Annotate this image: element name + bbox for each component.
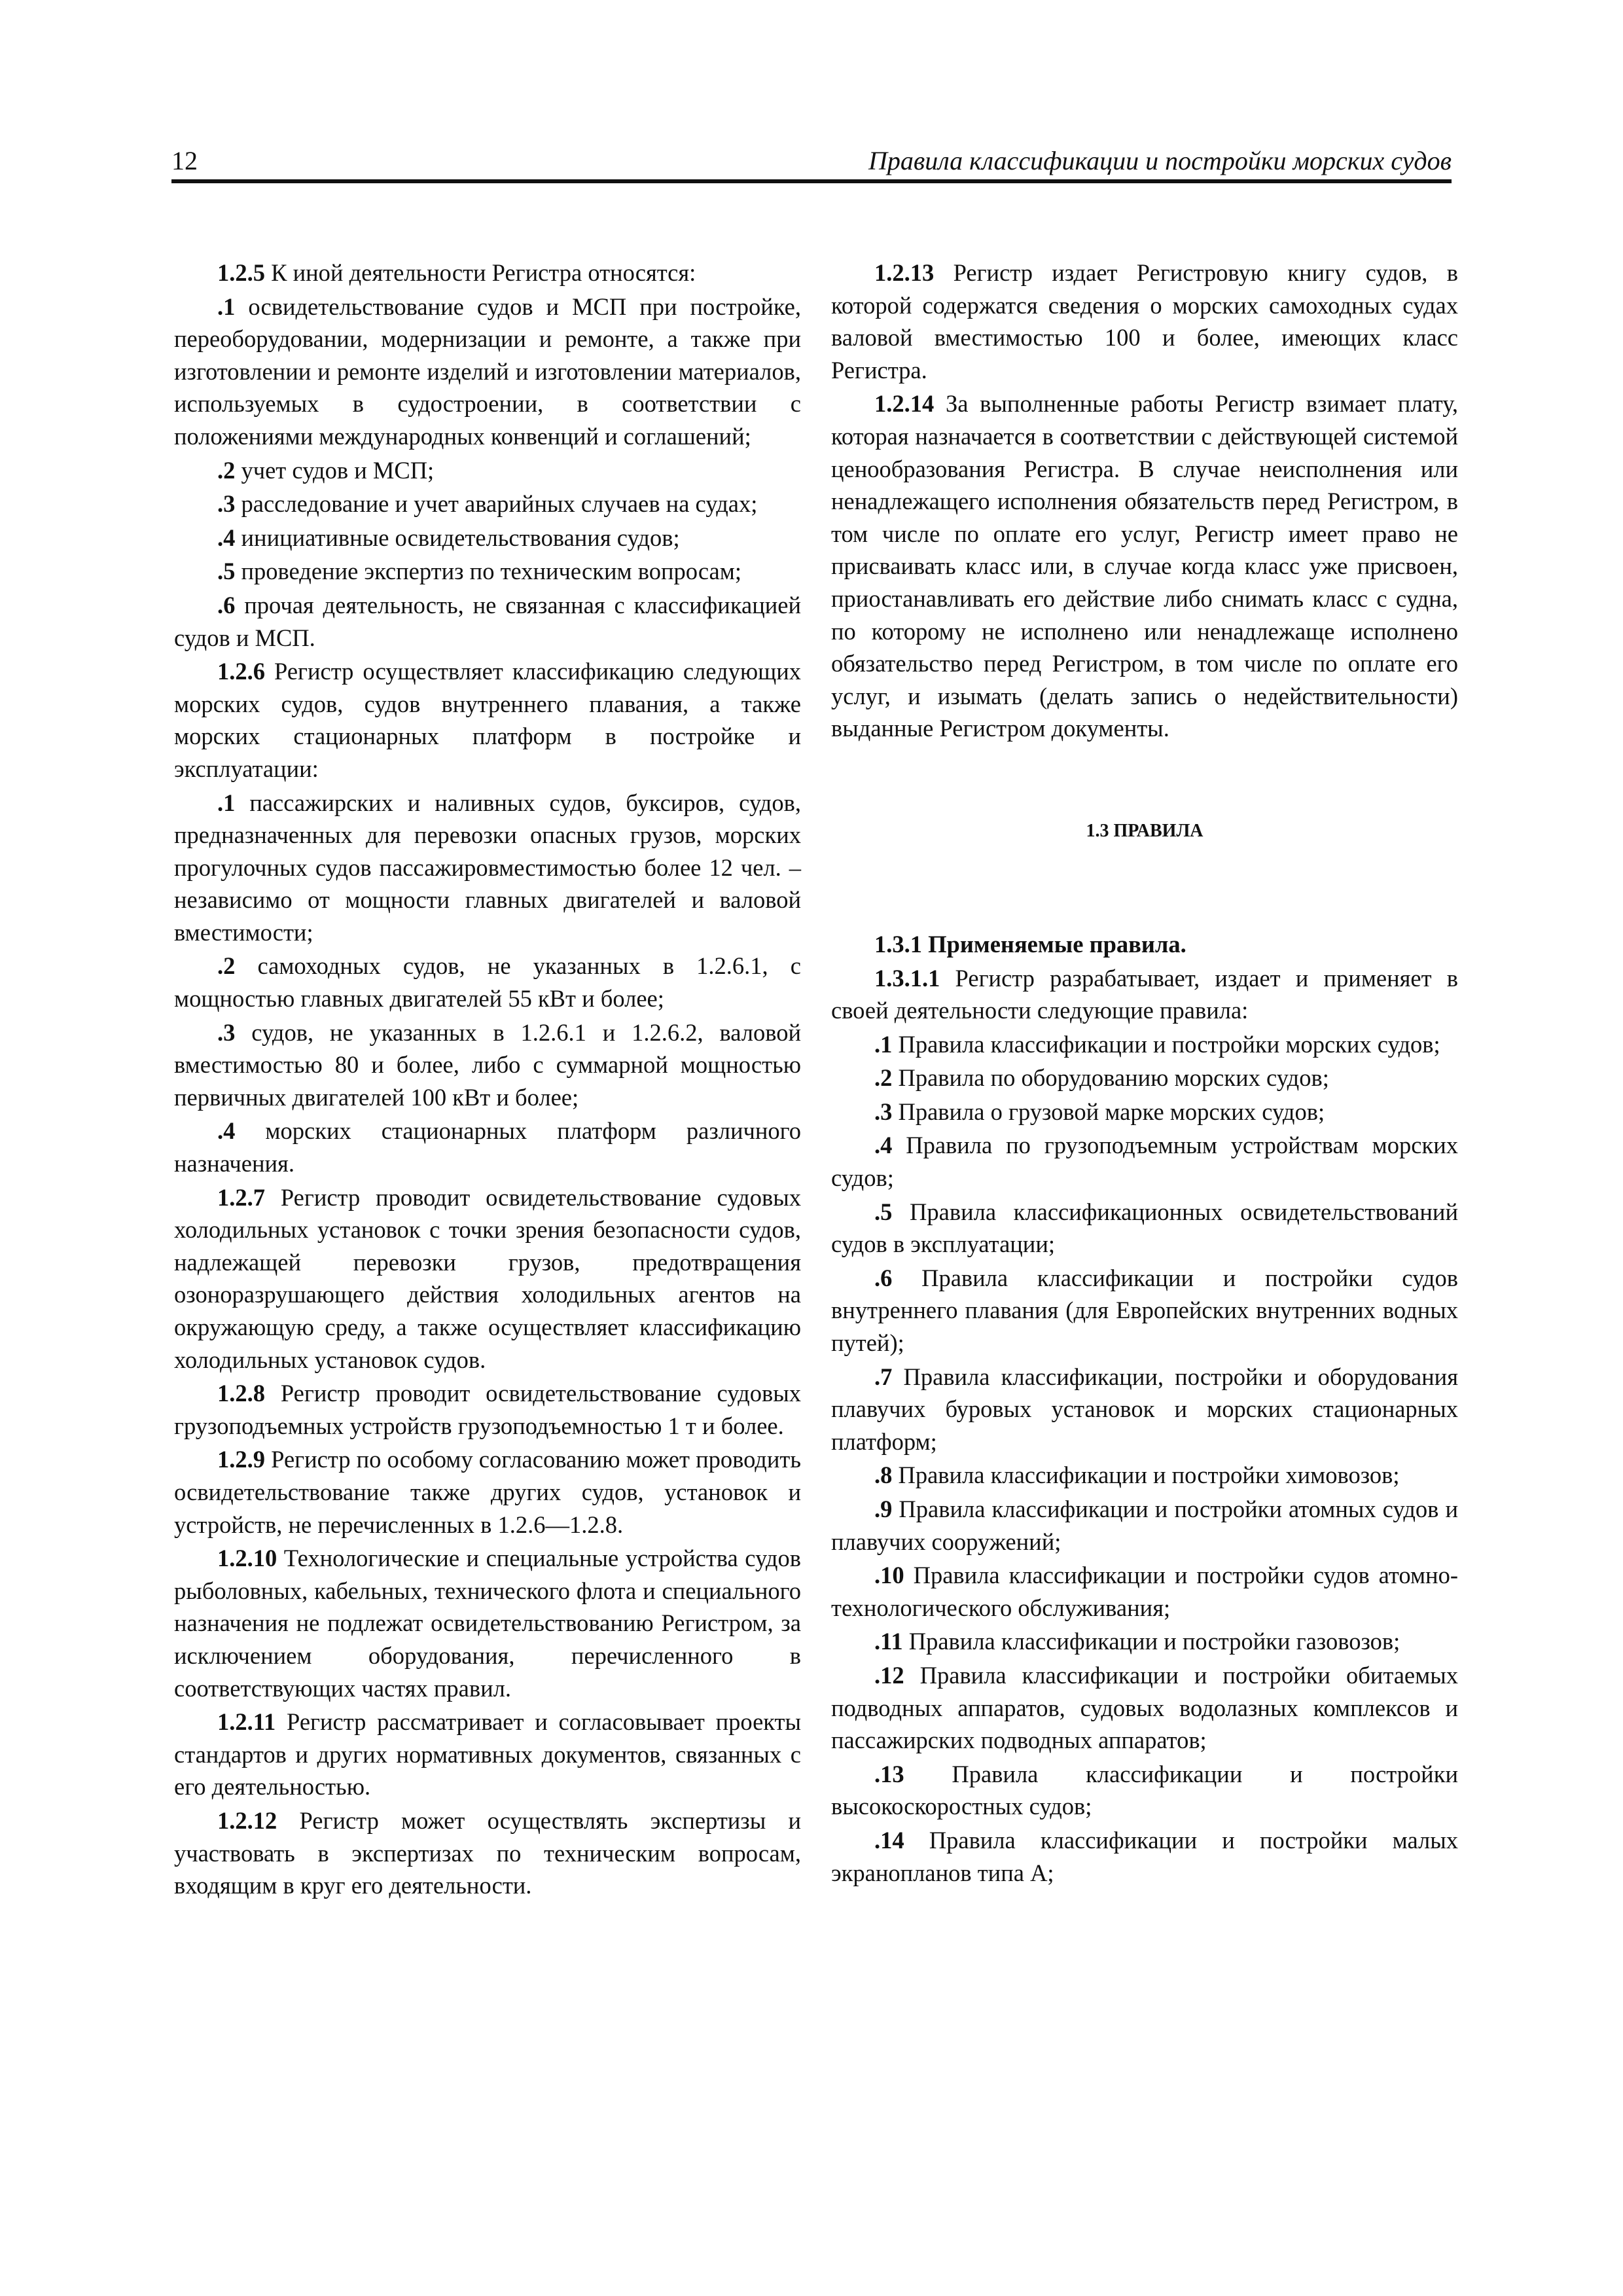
section-heading: 1.3 ПРАВИЛА [1086, 820, 1204, 841]
list-item: .2 Правила по оборудованию морских судов; [874, 1064, 1329, 1092]
paragraph: .1 освидетельствование судов и МСП при постройке, переоборудовании, модернизации и ремонте, а также при изготовлении и ремонте изделий и изготовлении материалов, используемых в судостроении, в соответствии с положениями международных конвенций и соглашений; [174, 293, 801, 450]
paragraph: 1.2.7 Регистр проводит освидетельствование судовых холодильных установок с точки зрения безопасности судов, надлежащей перевозки грузов, предотвращения озоноразрушающего действия холодильных агентов на окружающую среду, а также осуществляет классификацию холодильных установок судов. [174, 1183, 801, 1373]
paragraph: 1.2.9 Регистр по особому согласованию может проводить освидетельствование также других судов, установок и устройств, не перечисленных в 1.2.6—1.2.8. [174, 1446, 801, 1538]
paragraph: .3 расследование и учет аварийных случаев на судах; [217, 490, 758, 518]
paragraph: 1.2.14 За выполненные работы Регистр взимает плату, которая назначается в соответствии с действующей системой ценообразования Регистра. В случае неисполнения или ненадлежащего исполнения обязательств перед Регистром, в том числе по оплате его услуг, Регистр имеет право не присваивать класс или, в случае когда класс уже присвоен, приостанавливать его действие либо снимать класс с судна, по которому не исполнено или ненадлежаще исполнено обязательство перед Регистром, в том числе по оплате его услуг, и изымать (делать запись о недействительности) выданные Регистром документы. [831, 390, 1458, 742]
subsection-heading: 1.3.1 Применяемые правила. [874, 930, 1186, 958]
paragraph: .2 самоходных судов, не указанных в 1.2.6.1, с мощностью главных двигателей 55 кВт и более; [174, 952, 801, 1013]
left-column [174, 257, 801, 1903]
paragraph: .5 проведение экспертиз по техническим вопросам; [217, 558, 741, 585]
list-item: .6 Правила классификации и постройки судов внутреннего плавания (для Европейских внутренних водных путей); [831, 1264, 1458, 1357]
paragraph: 1.2.6 Регистр осуществляет классификацию следующих морских судов, судов внутреннего плавания, а также морских стационарных платформ в постройке и эксплуатации: [174, 658, 801, 782]
paragraph: .4 инициативные освидетельствования судов; [217, 524, 680, 551]
paragraph: .6 прочая деятельность, не связанная с классификацией судов и МСП. [174, 591, 801, 651]
list-item: .8 Правила классификации и постройки химовозов; [874, 1462, 1400, 1489]
list-item: .10 Правила классификации и постройки судов атомно-технологического обслуживания; [831, 1562, 1458, 1621]
list-item: .1 Правила классификации и постройки морских судов; [874, 1030, 1440, 1058]
list-item: .12 Правила классификации и постройки обитаемых подводных аппаратов, судовых водолазных комплексов и пассажирских подводных аппаратов; [831, 1661, 1458, 1754]
paragraph: 1.2.8 Регистр проводит освидетельствование судовых грузоподъемных устройств грузоподъемностью 1 т и более. [174, 1380, 801, 1439]
paragraph: 1.2.12 Регистр может осуществлять экспертизы и участвовать в экспертизах по техническим вопросам, входящим в круг его деятельности. [174, 1806, 801, 1899]
list-item: .9 Правила классификации и постройки атомных судов и плавучих сооружений; [831, 1496, 1458, 1555]
list-item: .5 Правила классификационных освидетельствований судов в эксплуатации; [831, 1198, 1458, 1258]
list-item: .14 Правила классификации и постройки малых экранопланов типа А; [831, 1826, 1458, 1886]
page-number: 12 [171, 146, 198, 175]
list-item: .3 Правила о грузовой марке морских судов; [874, 1098, 1325, 1125]
paragraph: .1 пассажирских и наливных судов, буксиров, судов, предназначенных для перевозки опасных грузов, морских прогулочных судов пассажировместимостью более 12 чел. – независимо от мощности главных двигателей и валовой вместимости; [174, 789, 801, 946]
paragraph: 1.3.1.1 Регистр разрабатывает, издает и применяет в своей деятельности следующие правила: [831, 964, 1458, 1024]
paragraph: .3 судов, не указанных в 1.2.6.1 и 1.2.6.2, валовой вместимостью 80 и более, либо с суммарной мощностью первичных двигателей 100 кВт и более; [174, 1018, 801, 1111]
paragraph: .2 учет судов и МСП; [217, 456, 435, 484]
paragraph: .4 морских стационарных платформ различного назначения. [174, 1117, 801, 1177]
paragraph: 1.2.11 Регистр рассматривает и согласовывает проекты стандартов и других нормативных документов, связанных с его деятельностью. [174, 1708, 801, 1801]
running-title: Правила классификации и постройки морских судов [868, 146, 1452, 175]
list-item: .4 Правила по грузоподъемным устройствам морских судов; [831, 1132, 1458, 1192]
page-header [171, 145, 1452, 183]
list-item: .7 Правила классификации, постройки и оборудования плавучих буровых установок и морских стационарных платформ; [831, 1363, 1458, 1455]
paragraph: 1.2.5 К иной деятельности Регистра относятся: [217, 259, 696, 286]
paragraph: 1.2.10 Технологические и специальные устройства судов рыболовных, кабельных, технического флота и специального назначения не подлежат освидетельствованию Регистром, за исключением оборудования, перечисленного в соответствующих частях правил. [174, 1545, 801, 1702]
right-column [831, 257, 1458, 1890]
paragraph: 1.2.13 Регистр издает Регистровую книгу судов, в которой содержатся сведения о морских самоходных судах валовой вместимостью 100 и более, имеющих класс Регистра. [831, 259, 1458, 384]
list-item: .11 Правила классификации и постройки газовозов; [874, 1628, 1400, 1655]
list-item: .13 Правила классификации и постройки высокоскоростных судов; [831, 1760, 1458, 1820]
